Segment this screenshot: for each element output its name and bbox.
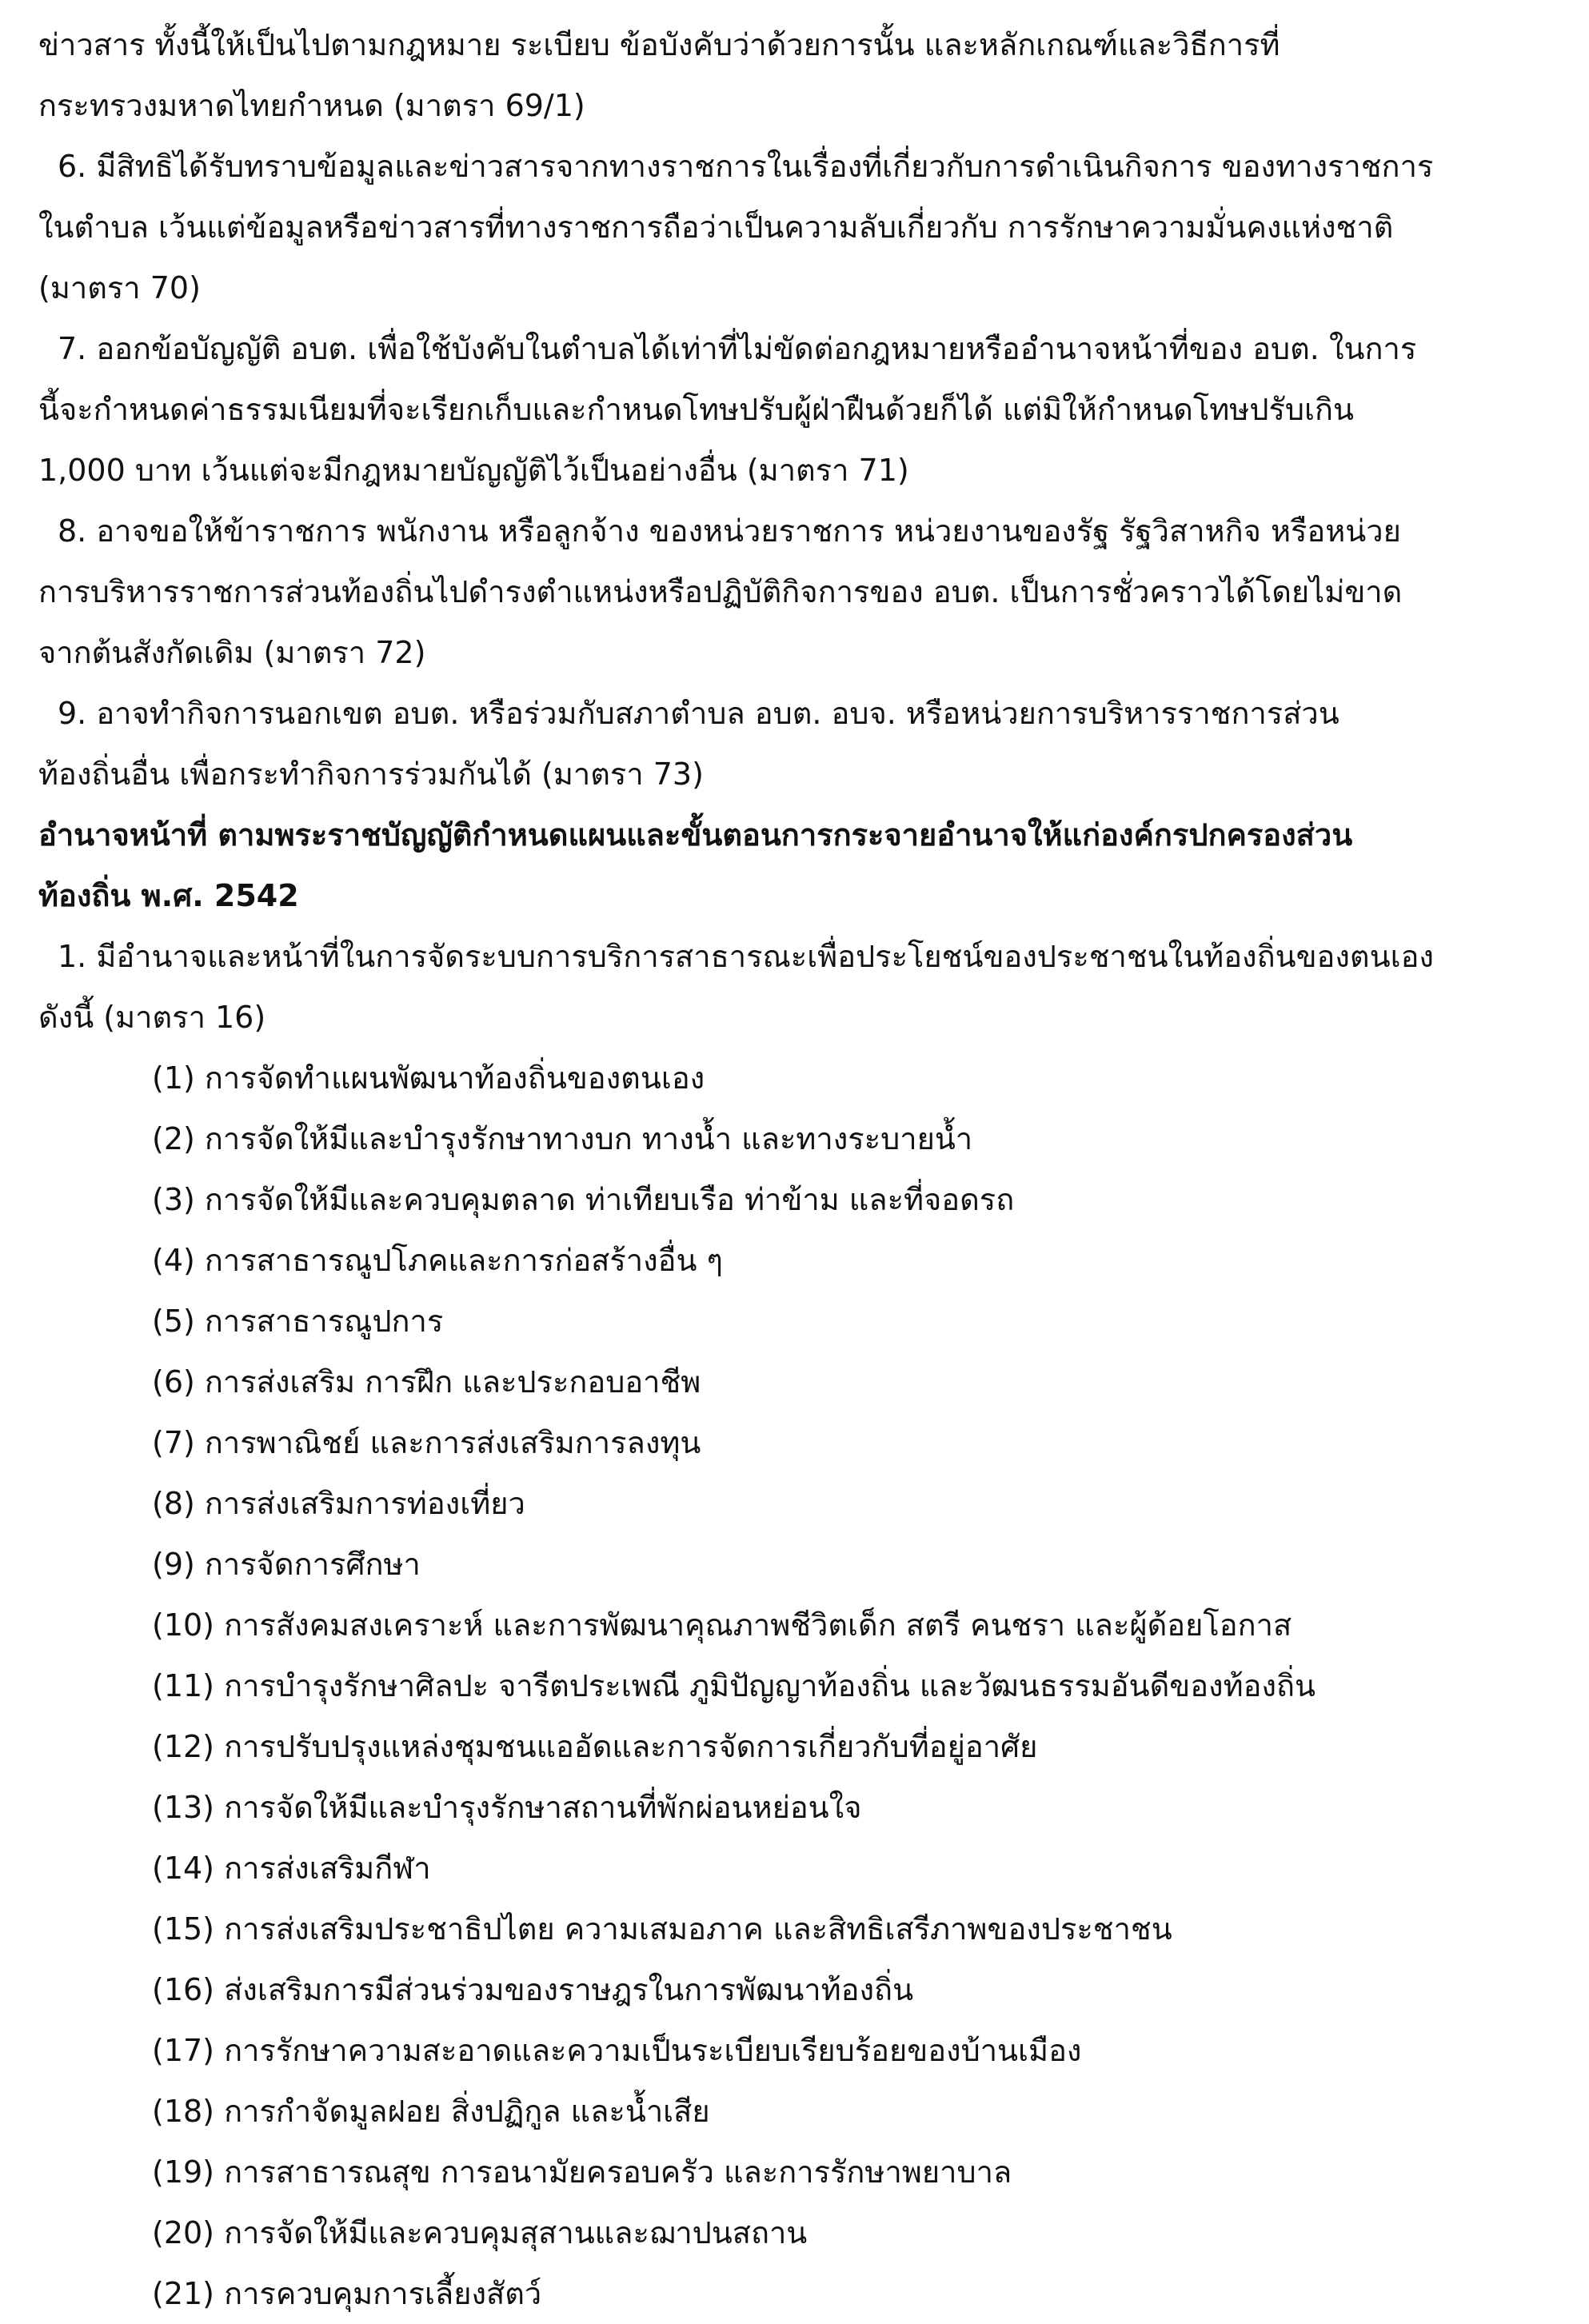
item-7-line: 1,000 บาท เว้นแต่จะมีกฎหมายบัญญัติไว้เป็นอย่างอื่น (มาตรา 71) [38,453,909,488]
sub-item: (13) การจัดให้มีและบำรุงรักษาสถานที่พักผ่อนหย่อนใจ [152,1790,862,1825]
sub-item: (14) การส่งเสริมกีฬา [152,1851,431,1886]
item-6-line: (มาตรา 70) [38,270,201,305]
sub-item: (7) การพาณิชย์ และการส่งเสริมการลงทุน [152,1425,701,1460]
sub-item: (15) การส่งเสริมประชาธิปไตย ความเสมอภาค และสิทธิเสรีภาพของประชาชน [152,1911,1172,1947]
sub-item: (16) ส่งเสริมการมีส่วนร่วมของราษฎรในการพัฒนาท้องถิ่น [152,1972,914,2007]
sub-item: (19) การสาธารณสุข การอนามัยครอบครัว และการรักษาพยาบาล [152,2154,1012,2190]
sub-item: (1) การจัดทำแผนพัฒนาท้องถิ่นของตนเอง [152,1060,705,1096]
item-9-line: 9. อาจทำกิจการนอกเขต อบต. หรือร่วมกับสภาตำบล อบต. อบจ. หรือหน่วยการบริหารราชการส่วน [58,696,1339,731]
sub-item-list [38,1048,1558,2324]
item-9-line: ท้องถิ่นอื่น เพื่อกระทำกิจการร่วมกันได้ (มาตรา 73) [38,757,704,792]
sub-item: (21) การควบคุมการเลี้ยงสัตว์ [152,2276,542,2311]
item-7-paragraph [38,318,1558,501]
sub-item: (5) การสาธารณูปการ [152,1304,444,1339]
item-8-line: 8. อาจขอให้ข้าราชการ พนักงาน หรือลูกจ้าง ของหน่วยราชการ หน่วยงานของรัฐ รัฐวิสาหกิจ หรือหน่วย [58,513,1401,549]
item-1-line: 1. มีอำนาจและหน้าที่ในการจัดระบบการบริการสาธารณะเพื่อประโยชน์ของประชาชนในท้องถิ่นของตนเอง [58,939,1434,974]
intro-paragraph [38,14,1558,136]
sub-item: (10) การสังคมสงเคราะห์ และการพัฒนาคุณภาพชีวิตเด็ก สตรี คนชรา และผู้ด้อยโอกาส [152,1607,1292,1643]
sub-item: (6) การส่งเสริม การฝึก และประกอบอาชีพ [152,1364,701,1400]
sub-item: (20) การจัดให้มีและควบคุมสุสานและฌาปนสถาน [152,2215,808,2250]
item-8-line: การบริหารราชการส่วนท้องถิ่นไปดำรงตำแหน่งหรือปฏิบัติกิจการของ อบต. เป็นการชั่วคราวได้โดยไม่ขาด [38,574,1403,609]
item-1-paragraph [38,926,1558,1048]
section-heading-line: ท้องถิ่น พ.ศ. 2542 [38,878,299,913]
item-6-line: ในตำบล เว้นแต่ข้อมูลหรือข่าวสารที่ทางราชการถือว่าเป็นความลับเกี่ยวกับ การรักษาความมั่นคงแห่งชาติ [38,210,1394,245]
document-page [38,14,1558,2324]
section-heading [38,805,1558,926]
sub-item: (18) การกำจัดมูลฝอย สิ่งปฏิกูล และน้ำเสีย [152,2094,710,2129]
sub-item: (11) การบำรุงรักษาศิลปะ จารีตประเพณี ภูมิปัญญาท้องถิ่น และวัฒนธรรมอันดีของท้องถิ่น [152,1668,1316,1703]
sub-item: (17) การรักษาความสะอาดและความเป็นระเบียบเรียบร้อยของบ้านเมือง [152,2033,1082,2068]
item-8-line: จากต้นสังกัดเดิม (มาตรา 72) [38,635,426,670]
sub-item: (4) การสาธารณูปโภคและการก่อสร้างอื่น ๆ [152,1243,723,1278]
sub-item: (8) การส่งเสริมการท่องเที่ยว [152,1486,525,1521]
section-heading-line: อำนาจหน้าที่ ตามพระราชบัญญัติกำหนดแผนและขั้นตอนการกระจายอำนาจให้แก่องค์กรปกครองส่วน [38,817,1353,853]
intro-line: กระทรวงมหาดไทยกำหนด (มาตรา 69/1) [38,88,585,123]
item-6-paragraph [38,136,1558,318]
intro-line: ข่าวสาร ทั้งนี้ให้เป็นไปตามกฎหมาย ระเบียบ ข้อบังคับว่าด้วยการนั้น และหลักเกณฑ์และวิธีการที่ [38,27,1280,62]
item-9-paragraph [38,683,1558,805]
item-8-paragraph [38,501,1558,683]
sub-item: (3) การจัดให้มีและควบคุมตลาด ท่าเทียบเรือ ท่าข้าม และที่จอดรถ [152,1182,1015,1217]
item-1-line: ดังนี้ (มาตรา 16) [38,1000,266,1035]
item-6-line: 6. มีสิทธิได้รับทราบข้อมูลและข่าวสารจากทางราชการในเรื่องที่เกี่ยวกับการดำเนินกิจการ ของทางราชการ [58,149,1434,184]
sub-item: (12) การปรับปรุงแหล่งชุมชนแออัดและการจัดการเกี่ยวกับที่อยู่อาศัย [152,1729,1038,1764]
sub-item: (2) การจัดให้มีและบำรุงรักษาทางบก ทางน้ำ และทางระบายน้ำ [152,1121,973,1156]
item-7-line: 7. ออกข้อบัญญัติ อบต. เพื่อใช้บังคับในตำบลได้เท่าที่ไม่ขัดต่อกฎหมายหรืออำนาจหน้าที่ของ อบต. ในการ [58,331,1417,366]
sub-item: (9) การจัดการศึกษา [152,1547,421,1582]
item-7-line: นี้จะกำหนดค่าธรรมเนียมที่จะเรียกเก็บและกำหนดโทษปรับผู้ฝ่าฝืนด้วยก็ได้ แต่มิให้กำหนดโทษปรับเกิน [38,392,1354,427]
